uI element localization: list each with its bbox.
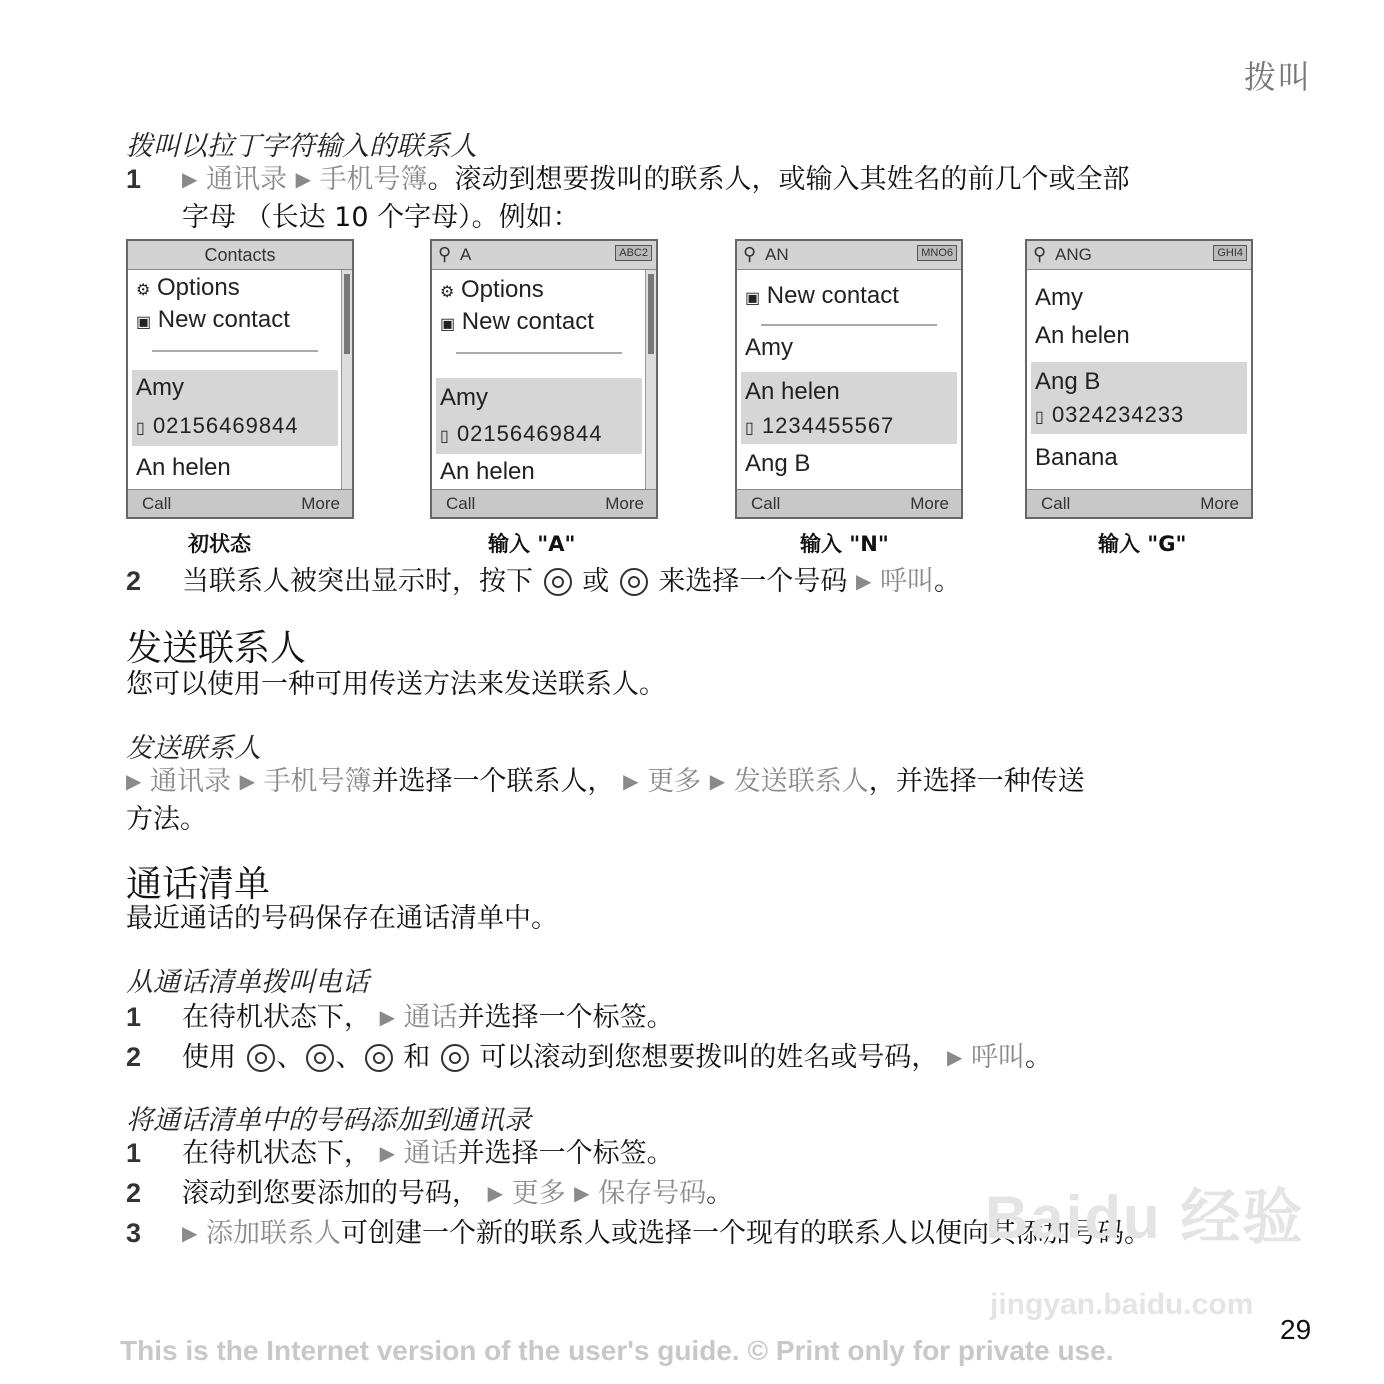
step-text: 。滚动到想要拨叫的联系人，或输入其姓名的前几个或全部: [427, 164, 1130, 195]
step-text: 可以滚动到您想要拨叫的姓名或号码，: [479, 1042, 939, 1073]
step-number: 2: [126, 1042, 142, 1072]
search-text: A: [460, 245, 472, 264]
search-icon: ⚲: [438, 244, 452, 264]
step-text: 在待机状态下，: [182, 1138, 371, 1169]
phone-title: Contacts: [204, 245, 276, 265]
baidu-watermark-logo: Baidu 经验: [985, 1184, 1305, 1251]
softkey-bar: [128, 489, 352, 517]
page-header-title: 拨叫: [1243, 58, 1312, 96]
section-body: 您可以使用一种可用传送方法来发送联系人。: [126, 669, 666, 700]
step-text: 使用: [182, 1042, 236, 1073]
search-text: AN: [765, 245, 789, 264]
step-text: 来选择一个号码: [658, 566, 848, 597]
menu-send-contact: 发送联系人: [733, 766, 869, 797]
contact-card-icon: ▣: [136, 314, 152, 331]
search-text: ANG: [1055, 245, 1092, 264]
instruction-text: 方法。: [126, 804, 207, 835]
caption-initial: 初状态: [188, 532, 251, 556]
arrow-icon: ▶: [487, 1181, 503, 1205]
arrow-icon: ▶: [623, 769, 639, 793]
arrow-icon: ▶: [946, 1045, 963, 1069]
menu-more: 更多: [647, 766, 702, 797]
menu-calls: 通话: [403, 1002, 458, 1033]
step-number: 3: [126, 1218, 142, 1248]
phone-screen-input-g: [1025, 239, 1253, 519]
step-text: 当联系人被突出显示时，按下: [182, 566, 533, 597]
step-text: 。: [933, 566, 961, 597]
menu-phonebook: 手机号簿: [263, 766, 372, 797]
subhead-add-to-contacts: 将通话清单中的号码添加到通讯录: [126, 1105, 531, 1136]
phone-screen-input-a: [430, 239, 658, 519]
step-number: 1: [126, 1002, 142, 1032]
instruction-text: ，并选择一种传送: [868, 766, 1085, 797]
phone-icon: ▯: [1035, 409, 1045, 426]
menu-call: 呼叫: [970, 1042, 1025, 1073]
arrow-icon: ▶: [182, 1221, 198, 1245]
phone-title-bar: [128, 241, 352, 270]
softkey-more: More: [1200, 494, 1239, 513]
step-text: 。: [706, 1178, 734, 1209]
scrollbar: [341, 270, 352, 489]
phone-icon: ▯: [440, 428, 450, 445]
divider: [456, 352, 622, 354]
contact-list: [128, 270, 342, 489]
caption-input-n: 输入 "N": [800, 532, 889, 556]
step-2: [126, 1038, 1326, 1077]
softkey-bar: [432, 489, 656, 517]
list-item-number: ▯ 02156469844: [136, 413, 299, 438]
contact-list: [432, 270, 646, 489]
caption-input-a: 输入 "A": [488, 532, 576, 556]
menu-more: 更多: [511, 1178, 566, 1209]
subhead-dial-latin: 拨叫以拉丁字符输入的联系人: [126, 131, 477, 162]
phone-title-bar: [737, 241, 961, 270]
softkey-call: Call: [142, 494, 172, 513]
menu-save-number: 保存号码: [598, 1178, 707, 1209]
list-item-name: Amy: [136, 374, 184, 401]
softkey-more: More: [301, 494, 340, 513]
softkey-call: Call: [751, 494, 781, 513]
nav-key-down-icon: [441, 1044, 469, 1072]
instruction-text: 并选择一个联系人，: [371, 766, 615, 797]
step-number: 2: [126, 1178, 142, 1208]
options-icon: ⚙: [136, 282, 151, 299]
contact-list: [1027, 270, 1251, 489]
divider: [761, 324, 937, 326]
list-item-name: Amy: [745, 334, 793, 361]
divider: [152, 350, 318, 352]
phone-icon: ▯: [745, 420, 755, 437]
instruction-send-contact: [126, 762, 1306, 839]
step-number: 2: [126, 566, 142, 596]
contact-card-icon: ▣: [440, 316, 456, 333]
step-text-2: 字母 （长达 10 个字母）。例如：: [182, 202, 580, 233]
list-item-new-contact: ▣ New contact: [440, 308, 594, 335]
step-text: 或: [582, 566, 610, 597]
baidu-watermark-url: jingyan.baidu.com: [990, 1288, 1254, 1321]
caption-input-g: 输入 "G": [1098, 532, 1187, 556]
section-title-call-list: 通话清单: [126, 864, 271, 905]
nav-key-left-icon: [544, 568, 572, 596]
step-number: 1: [126, 164, 142, 194]
phone-title-bar: [432, 241, 656, 270]
menu-calls: 通话: [403, 1138, 458, 1169]
contact-card-icon: ▣: [745, 290, 761, 307]
softkey-bar: [1027, 489, 1251, 517]
separator: 、: [276, 1042, 304, 1073]
arrow-icon: ▶: [574, 1181, 590, 1205]
section-body: 最近通话的号码保存在通话清单中。: [126, 903, 558, 934]
softkey-call: Call: [1041, 494, 1071, 513]
list-item-name: An helen: [440, 458, 535, 485]
page-number: 29: [1280, 1314, 1312, 1345]
nav-key-up-icon: [365, 1044, 393, 1072]
menu-add-contact: 添加联系人: [205, 1218, 341, 1249]
phone-icon: ▯: [136, 420, 146, 437]
softkey-bar: [737, 489, 961, 517]
list-item-options: ⚙ Options: [136, 274, 240, 301]
list-item-name: Amy: [440, 384, 488, 411]
list-item-name: An helen: [1035, 322, 1130, 349]
step-text: 在待机状态下，: [182, 1002, 371, 1033]
arrow-icon: ▶: [379, 1005, 395, 1029]
list-item-number: ▯ 1234455567: [745, 413, 895, 438]
step-text: 滚动到您要添加的号码，: [182, 1178, 479, 1209]
softkey-call: Call: [446, 494, 476, 513]
input-mode-badge: MNO6: [917, 245, 957, 261]
list-item-name: Banana: [1035, 444, 1118, 471]
arrow-icon: ▶: [709, 769, 726, 793]
list-item-number: ▯ 0324234233: [1035, 402, 1185, 427]
search-icon: ⚲: [743, 244, 757, 264]
arrow-icon: ▶: [379, 1141, 395, 1165]
options-icon: ⚙: [440, 284, 455, 301]
step-text: 可创建一个新的联系人或选择一个现有的联系人以便向其添加号码。: [340, 1218, 1151, 1249]
nav-key-left-icon: [247, 1044, 275, 1072]
list-item-name: An helen: [745, 378, 840, 405]
arrow-icon: ▶: [295, 167, 311, 191]
arrow-icon: ▶: [126, 769, 142, 793]
phone-screen-input-n: [735, 239, 963, 519]
search-icon: ⚲: [1033, 244, 1047, 264]
list-item-options: ⚙ Options: [440, 276, 544, 303]
footer-notice: This is the Internet version of the user's guide. © Print only for private use.: [120, 1335, 1114, 1366]
menu-contacts: 通讯录: [149, 766, 231, 797]
softkey-more: More: [605, 494, 644, 513]
subhead-dial-from-list: 从通话清单拨叫电话: [126, 967, 369, 998]
menu-call: 呼叫: [879, 566, 934, 597]
list-item-name: Ang B: [745, 450, 811, 477]
step-text: 和: [403, 1042, 431, 1073]
subhead-send-contact: 发送联系人: [126, 733, 261, 764]
step-2: [126, 562, 1326, 601]
step-text: 。: [1024, 1042, 1052, 1073]
arrow-icon: ▶: [182, 167, 198, 191]
input-mode-badge: GHI4: [1213, 245, 1247, 261]
list-item-name: Ang B: [1035, 368, 1101, 395]
list-item-number: ▯ 02156469844: [440, 421, 603, 446]
step-number: 1: [126, 1138, 142, 1168]
input-mode-badge: ABC2: [615, 245, 652, 261]
step-1: [126, 998, 1326, 1037]
softkey-more: More: [910, 494, 949, 513]
nav-key-right-icon: [306, 1044, 334, 1072]
separator: 、: [335, 1042, 363, 1073]
list-item-new-contact: ▣ New contact: [745, 282, 899, 309]
scrollbar: [645, 270, 656, 489]
section-title-send-contact: 发送联系人: [126, 628, 307, 669]
list-item-name: An helen: [136, 454, 231, 481]
phone-title-bar: [1027, 241, 1251, 270]
step-1: [126, 1134, 1326, 1173]
step-1: [126, 160, 1326, 237]
nav-key-right-icon: [620, 568, 648, 596]
menu-phonebook: 手机号簿: [319, 164, 428, 195]
phone-screen-initial: [126, 239, 354, 519]
arrow-icon: ▶: [239, 769, 255, 793]
list-item-new-contact: ▣ New contact: [136, 306, 290, 333]
step-text: 并选择一个标签。: [457, 1138, 674, 1169]
step-text: 并选择一个标签。: [457, 1002, 674, 1033]
contact-list: [737, 270, 961, 489]
menu-contacts: 通讯录: [205, 164, 287, 195]
arrow-icon: ▶: [855, 569, 872, 593]
list-item-name: Amy: [1035, 284, 1083, 311]
